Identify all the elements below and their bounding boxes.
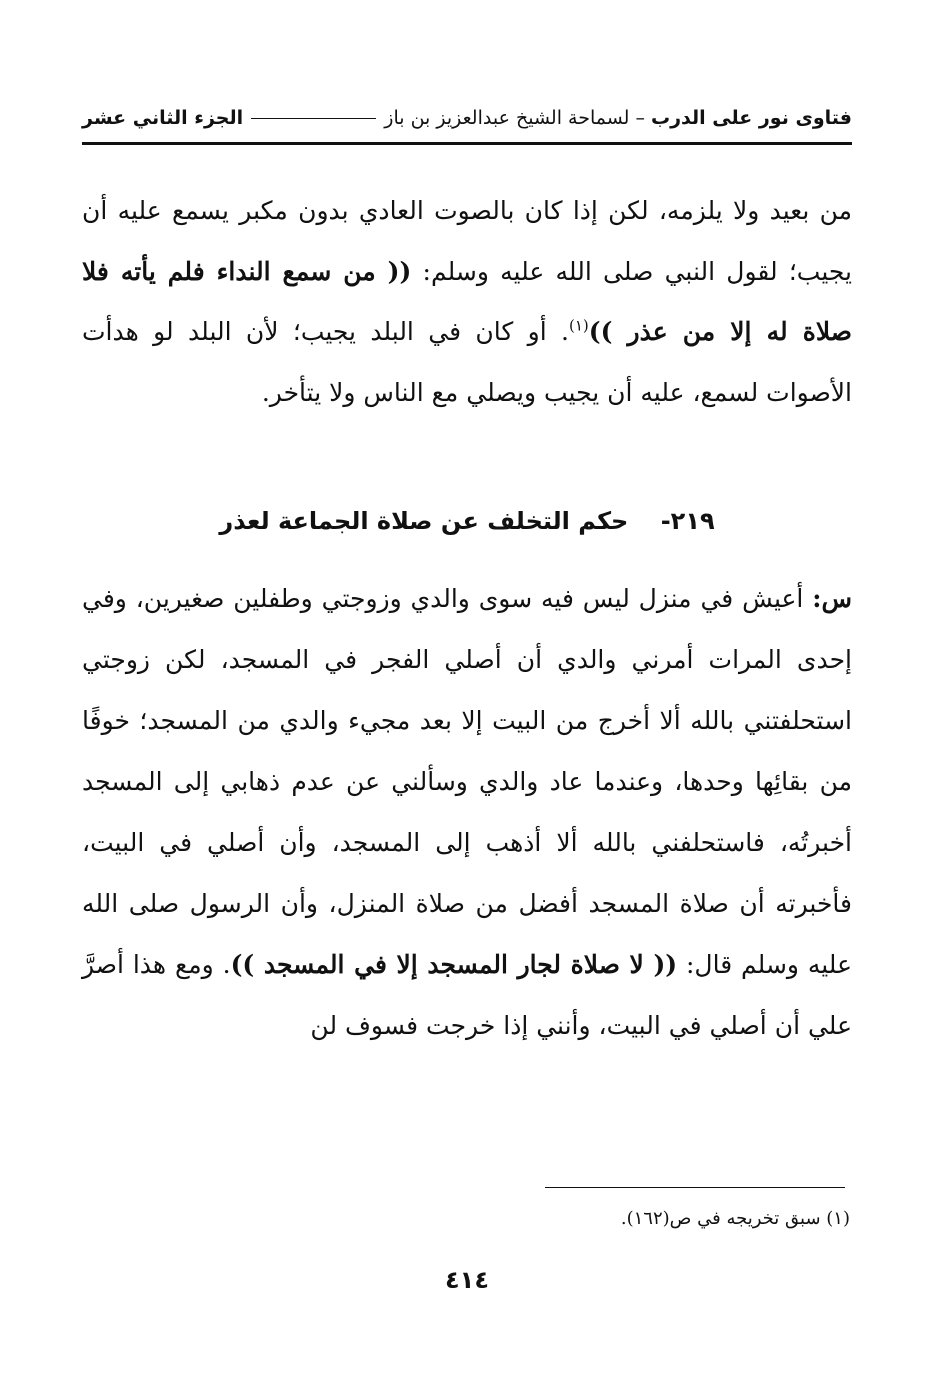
hadith-quote: (( من سمع النداء فلم يأته فلا صلاة له إلا من عذر )) — [82, 256, 852, 346]
footnote: (١) سبق تخريجه في ص(١٦٢). — [620, 1208, 850, 1229]
header-volume: الجزء الثاني عشر — [82, 107, 244, 129]
footnote-reference: (١) — [568, 316, 589, 335]
heading-title: حكم التخلف عن صلاة الجماعة لعذر — [219, 507, 629, 535]
question-text-before-quote: أعيش في منزل ليس فيه سوى والدي وزوجتي وطفلين صغيرين، وفي إحدى المرات أمرني والدي أن أصلي الفجر في المسجد، لكن زوجتي استحلفتني بالله ألا أخرج من البيت إلا بعد مجيء والدي من المسجد؛ خوفًا من بقائِها وحدها، وعندما عاد والدي وسألني عن عدم ذهابي إلى المسجد أخبرتُه، فاستحلفني بالله ألا أذهب إلى المسجد، وأن أصلي في البيت، فأخبرته أن صلاة المسجد أفضل من صلاة المنزل، وأن الرسول صلى الله عليه وسلم قال: — [82, 584, 853, 979]
answer-text-part2: . أو كان في البلد يجيب؛ لأن البلد لو هدأت الأصوات لسمع، عليه أن يجيب ويصلي مع الناس ولا يتأخر. — [82, 317, 852, 407]
question-hadith-quote: (( لا صلاة لجار المسجد إلا في المسجد )) — [230, 950, 678, 979]
header-divider-line — [251, 118, 376, 119]
question-paragraph — [82, 568, 852, 1056]
footnote-separator — [545, 1187, 845, 1188]
header-author: – لسماحة الشيخ عبدالعزيز بن باز — [384, 107, 645, 129]
question-prefix: س: — [812, 584, 852, 613]
section-heading — [82, 496, 852, 546]
question-text-after-quote: . ومع هذا أصرَّ علي أن أصلي في البيت، وأنني إذا خرجت فسوف لن — [82, 950, 852, 1040]
answer-text-part1: من بعيد ولا يلزمه، لكن إذا كان بالصوت العادي بدون مكبر يسمع عليه أن يجيب؛ لقول النبي صلى الله عليه وسلم: — [82, 196, 852, 286]
header-book-title: فتاوى نور على الدرب — [651, 107, 852, 129]
heading-number: ٢١٩- — [660, 507, 715, 535]
header-rule — [82, 142, 852, 145]
answer-continuation-paragraph — [82, 181, 852, 423]
running-header — [82, 96, 852, 140]
page-number: ٤١٤ — [445, 1266, 489, 1294]
